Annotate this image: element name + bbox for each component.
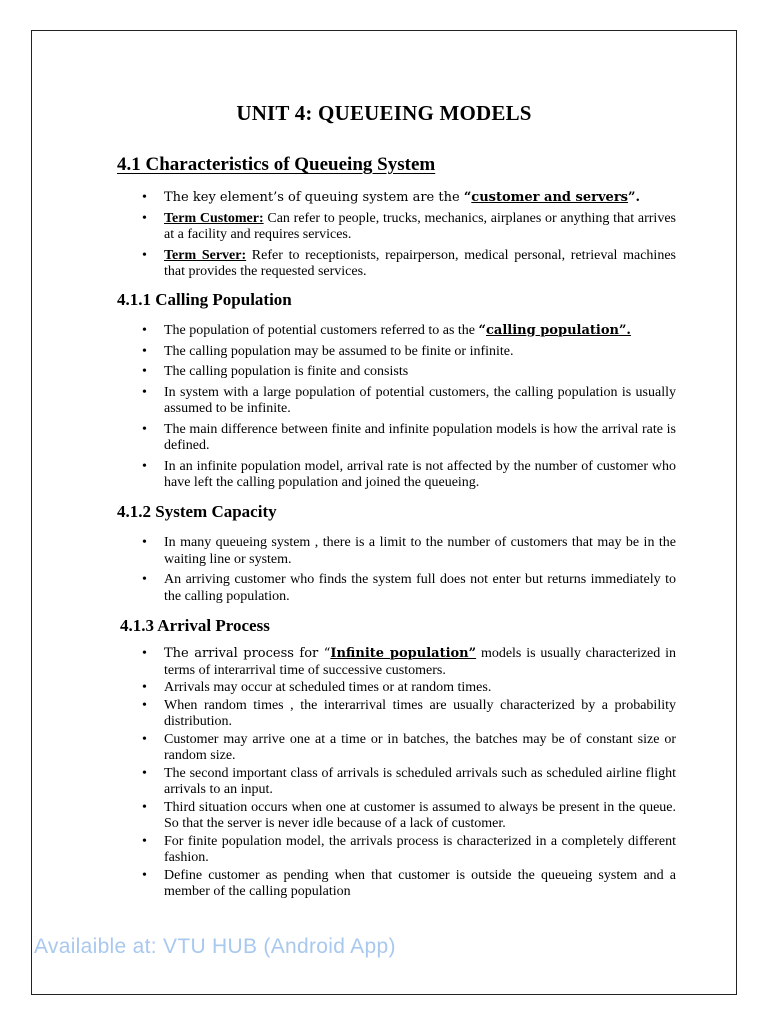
- list-item: • For finite population model, the arrivals process is characterized in a completely different fashion.: [142, 834, 676, 867]
- heading-4-1: 4.1 Characteristics of Queueing System: [117, 154, 436, 175]
- list-item: • The second important class of arrivals is scheduled arrivals such as scheduled airline flight arrivals to an input.: [142, 766, 676, 799]
- list-item: • Term Customer: Can refer to people, trucks, mechanics, airplanes or anything that arrives at a facility and requires services.: [142, 211, 676, 244]
- list-4-1: [142, 190, 676, 285]
- list-item: • Define customer as pending when that customer is outside the queueing system and a member of the calling population: [142, 868, 676, 901]
- list-4-1-2: [142, 535, 676, 609]
- list-item: • An arriving customer who finds the system full does not enter but returns immediately to the calling population.: [142, 572, 676, 605]
- list-item: • The calling population may be assumed to be finite or infinite.: [142, 344, 676, 361]
- list-4-1-3: [142, 646, 676, 902]
- heading-4-1-2: 4.1.2 System Capacity: [117, 502, 277, 521]
- list-item: • Customer may arrive one at a time or in batches, the batches may be of constant size or random size.: [142, 732, 676, 765]
- list-item: • The calling population is finite and consists: [142, 364, 676, 381]
- list-item: • The key element’s of queuing system are the “customer and servers”.: [142, 190, 676, 207]
- document-page: [31, 30, 737, 995]
- list-item: • Term Server: Refer to receptionists, repairperson, medical personal, retrieval machines that provides the requested services.: [142, 248, 676, 281]
- list-item: • In many queueing system , there is a limit to the number of customers that may be in the waiting line or system.: [142, 535, 676, 568]
- list-4-1-1: [142, 323, 676, 496]
- heading-4-1-1: 4.1.1 Calling Population: [117, 290, 292, 309]
- watermark: Availaible at: VTU HUB (Android App): [34, 935, 396, 958]
- list-item: • In an infinite population model, arrival rate is not affected by the number of customer who have left the calling population and joined the queueing.: [142, 459, 676, 492]
- list-item: • Arrivals may occur at scheduled times or at random times.: [142, 680, 676, 697]
- heading-4-1-3: 4.1.3 Arrival Process: [120, 616, 270, 635]
- list-item: • The arrival process for “Infinite population” models is usually characterized in terms of interarrival time of successive customers.: [142, 646, 676, 679]
- list-item: • When random times , the interarrival times are usually characterized by a probability distribution.: [142, 698, 676, 731]
- list-item: • In system with a large population of potential customers, the calling population is usually assumed to be infinite.: [142, 385, 676, 418]
- page-title: UNIT 4: QUEUEING MODELS: [236, 101, 532, 125]
- list-item: • The main difference between finite and infinite population models is how the arrival rate is defined.: [142, 422, 676, 455]
- list-item: • The population of potential customers referred to as the “calling population”.: [142, 323, 676, 340]
- list-item: • Third situation occurs when one at customer is assumed to always be present in the queue. So that the server is never idle because of a lack of customer.: [142, 800, 676, 833]
